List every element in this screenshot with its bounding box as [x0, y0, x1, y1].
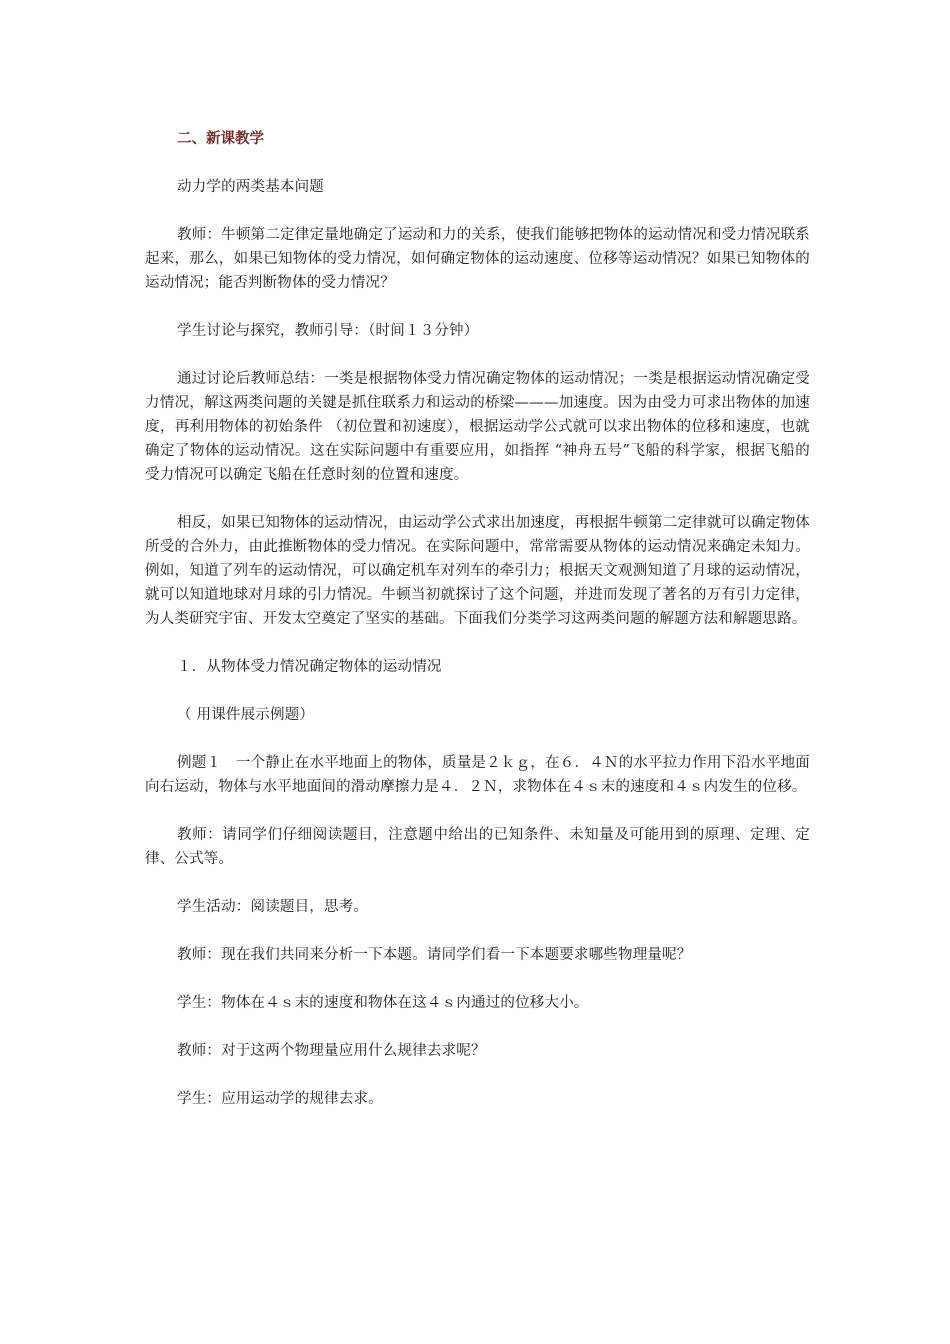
paragraph-courseware-note: （ 用课件展示例题）: [177, 707, 315, 723]
paragraph-example-1: 例题１ 一个静止在水平地面上的物体，质量是２ｋｇ，在６．４Ｎ的水平拉力作用下沿水平地面向右运动，物体与水平地面间的滑动摩擦力是４．２Ｎ，求物体在４ｓ末的速度和４ｓ内发生的位移。: [145, 755, 810, 795]
document-body: [145, 127, 810, 1135]
paragraph-student-activity: 学生活动：阅读题目，思考。: [177, 899, 369, 915]
paragraph-teacher-intro: 教师：牛顿第二定律定量地确定了运动和力的关系，使我们能够把物体的运动情况和受力情况联系起来，那么，如果已知物体的受力情况，如何确定物体的运动速度、位移等运动情况？如果已知物体的运动情况；能否判断物体的受力情况？: [145, 227, 810, 291]
paragraph-teacher-analyze: 教师：现在我们共同来分析一下本题。请同学们看一下本题要求哪些物理量呢？: [177, 947, 692, 963]
paragraph-student-answer-2: 学生：应用运动学的规律去求。: [177, 1091, 383, 1107]
paragraph-discussion: 学生讨论与探究，教师引导：（时间１３分钟）: [177, 323, 479, 339]
paragraph-converse: 相反，如果已知物体的运动情况，由运动学公式求出加速度，再根据牛顿第二定律就可以确定物体所受的合外力，由此推断物体的受力情况。在实际问题中，常常需要从物体的运动情况来确定未知力。例如，知道了列车的运动情况，可以确定机车对列车的牵引力；根据天文观测知道了月球的运动情况，就可以知道地球对月球的引力情况。牛顿当初就探讨了这个问题，并进而发现了著名的万有引力定律，为人类研究宇宙、开发太空奠定了坚实的基础。下面我们分类学习这两类问题的解题方法和解题思路。: [145, 515, 810, 627]
paragraph-summary: 通过讨论后教师总结：一类是根据物体受力情况确定物体的运动情况；一类是根据运动情况确定受力情况，解这两类问题的关键是抓住联系力和运动的桥梁———加速度。因为由受力可求出物体的加速度，再利用物体的初始条件 （初位置和初速度），根据运动学公式就可以求出物体的位移和速度，也就确定了物体的运动情况。这在实际问题中有重要应用，如指挥 “神舟五号”飞船的科学家，根据飞船的受力情况可以确定飞船在任意时刻的位置和速度。: [145, 371, 810, 483]
paragraph-teacher-question: 教师：对于这两个物理量应用什么规律去求呢？: [177, 1043, 486, 1059]
section-heading: 二、新课教学: [177, 131, 264, 147]
paragraph-student-answer-1: 学生：物体在４ｓ末的速度和物体在这４ｓ内通过的位移大小。: [177, 995, 589, 1011]
paragraph-teacher-read: 教师：请同学们仔细阅读题目，注意题中给出的已知条件、未知量及可能用到的原理、定理、定律、公式等。: [145, 827, 810, 867]
topic-title: 动力学的两类基本问题: [177, 179, 324, 195]
subsection-heading: １．从物体受力情况确定物体的运动情况: [177, 659, 442, 675]
